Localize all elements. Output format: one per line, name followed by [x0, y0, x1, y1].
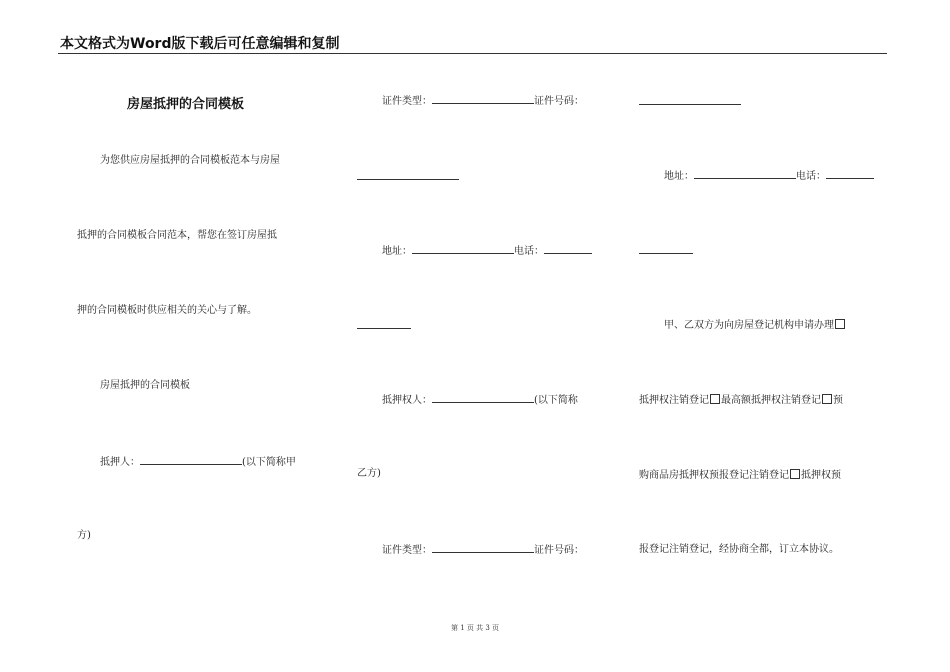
- idtype-label-1: 证件类型：: [382, 96, 432, 107]
- idno-blank-1-col3: [639, 104, 741, 105]
- clause-line-4: 报登记注销登记，经协商全都，订立本协议。: [639, 544, 839, 555]
- mortgagee-label: 抵押权人：: [382, 395, 432, 406]
- mortgagee-suffix: (以下简称: [534, 395, 578, 406]
- phone-blank-1: [544, 244, 592, 254]
- clause-line-1: [664, 319, 846, 332]
- mortgagor-tail: 方): [77, 530, 91, 541]
- clause-2c-text: 预: [833, 395, 843, 406]
- idtype-label-2: 证件类型：: [382, 545, 432, 556]
- idno-label-1: 证件号码：: [534, 96, 584, 107]
- checkbox-icon: [710, 394, 720, 404]
- address-line-2: [664, 169, 874, 183]
- idtype-blank-1: [432, 94, 534, 104]
- page-header-banner: 本文格式为Word版下载后可任意编辑和复制: [60, 36, 340, 52]
- mortgagee-line: [382, 393, 578, 407]
- address-blank-2: [694, 169, 796, 179]
- mortgagor-label: 抵押人：: [100, 457, 140, 468]
- phone-blank-1-cont: [357, 328, 411, 329]
- document-title: 房屋抵押的合同模板: [127, 97, 245, 112]
- clause-line-3: [639, 469, 841, 482]
- checkbox-icon: [835, 319, 845, 329]
- phone-label-2: 电话：: [796, 171, 826, 182]
- idtype-line-1: [382, 94, 584, 108]
- address-blank-1: [412, 244, 514, 254]
- clause-1-text: 甲、乙双方为向房屋登记机构申请办理: [664, 320, 834, 331]
- clause-2a-text: 抵押权注销登记: [639, 395, 709, 406]
- clause-line-2: [639, 394, 843, 407]
- idtype-line-2: [382, 543, 584, 557]
- intro-line-2: 抵押的合同模板合同范本，帮您在签订房屋抵: [77, 230, 277, 241]
- clause-2b-text: 最高额抵押权注销登记: [721, 395, 821, 406]
- address-label-2: 地址：: [664, 171, 694, 182]
- mortgagor-suffix: (以下简称甲: [242, 457, 296, 468]
- phone-blank-2: [826, 169, 874, 179]
- page-number: 第 1 页 共 3 页: [450, 624, 500, 632]
- clause-3b-text: 抵押权预: [801, 470, 841, 481]
- clause-3a-text: 购商品房抵押权预报登记注销登记: [639, 470, 789, 481]
- mortgagee-tail: 乙方): [357, 468, 381, 479]
- address-label-1: 地址：: [382, 246, 412, 257]
- phone-blank-2-cont: [639, 253, 693, 254]
- mortgagor-blank: [140, 455, 242, 465]
- mortgagor-line: [100, 455, 296, 469]
- address-line-1: [382, 244, 592, 258]
- checkbox-icon: [790, 469, 800, 479]
- header-divider: [58, 53, 887, 54]
- idno-blank-1: [357, 179, 459, 180]
- intro-line-1: 为您供应房屋抵押的合同模板范本与房屋: [100, 155, 280, 166]
- subtitle: 房屋抵押的合同模板: [100, 380, 190, 391]
- phone-label-1: 电话：: [514, 246, 544, 257]
- intro-line-3: 押的合同模板时供应相关的关心与了解。: [77, 305, 257, 316]
- idno-label-2: 证件号码：: [534, 545, 584, 556]
- idtype-blank-2: [432, 543, 534, 553]
- mortgagee-blank: [432, 393, 534, 403]
- checkbox-icon: [822, 394, 832, 404]
